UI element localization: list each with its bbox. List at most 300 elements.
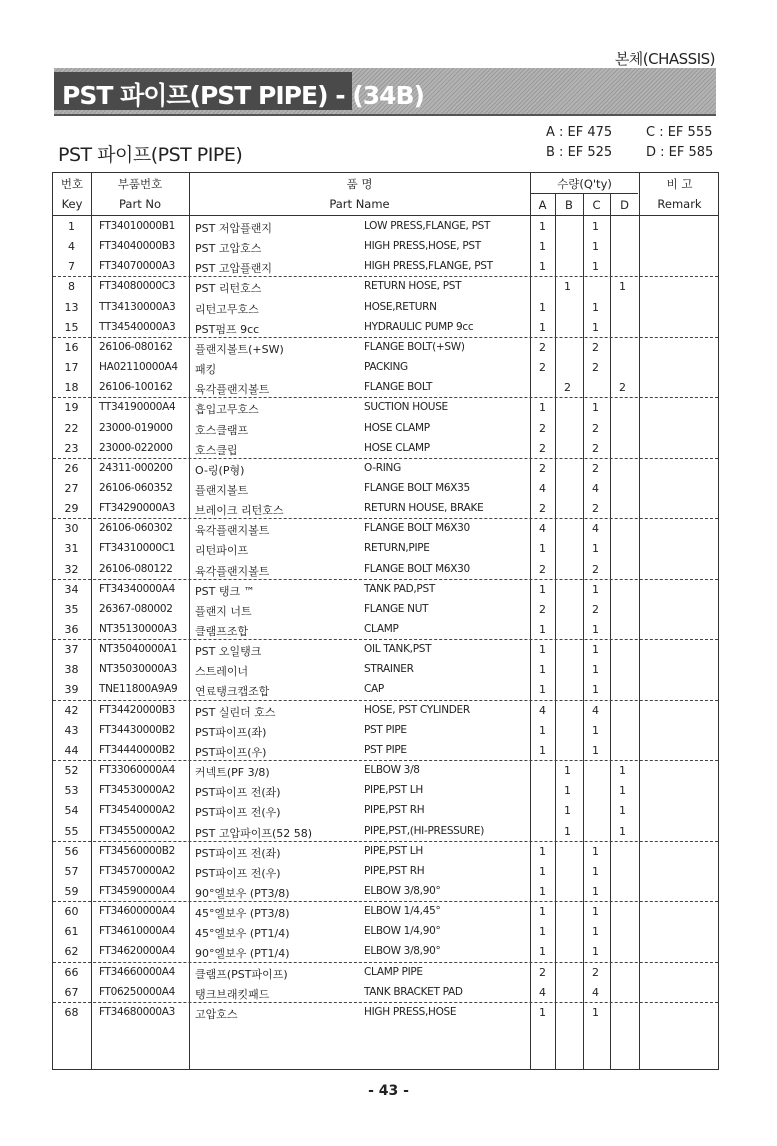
row-part-name: HOSE CLAMP: [364, 441, 430, 454]
row-part-name: ELBOW 1/4,45°: [364, 905, 441, 918]
row-korean-name: PST 탱크 ™: [195, 584, 255, 598]
header-qty: 수량(Q'ty): [557, 177, 612, 191]
row-key: 27: [64, 481, 79, 495]
table-row: [53, 720, 718, 740]
row-part-number: NT35040000A1: [99, 643, 177, 656]
table-row: [53, 538, 718, 558]
table-row: [53, 418, 718, 438]
sub-title: PST 파이프(PST PIPE): [58, 144, 243, 166]
header-remark-kr: 비 고: [666, 177, 693, 191]
header-remark-en: Remark: [657, 197, 702, 211]
row-key: 16: [64, 340, 79, 354]
table-row: [53, 780, 718, 800]
row-korean-name: 플랜지 너트: [195, 604, 252, 618]
row-qty-b: 1: [564, 824, 571, 838]
row-qty-c: 1: [592, 723, 599, 737]
row-qty-a: 2: [539, 361, 546, 375]
row-key: 44: [64, 743, 79, 757]
row-part-name: PST PIPE: [364, 743, 407, 756]
banner-title: PST 파이프(PST PIPE) - (34B): [62, 81, 424, 110]
row-part-name: RETURN HOSE, PST: [364, 280, 462, 293]
table-row: [53, 619, 718, 640]
row-part-number: TNE11800A9A9: [99, 683, 178, 696]
row-part-number: FT34620000A4: [99, 945, 175, 958]
table-row: [53, 377, 718, 398]
row-qty-a: 2: [539, 461, 546, 475]
table-row: [53, 800, 718, 820]
row-part-name: HOSE, PST CYLINDER: [364, 703, 470, 716]
table-row: [53, 337, 718, 357]
row-part-name: HIGH PRESS,FLANGE, PST: [364, 260, 493, 273]
row-part-name: PIPE,PST RH: [364, 864, 425, 877]
row-key: 66: [64, 965, 79, 979]
row-korean-name: 클램프조합: [195, 625, 249, 638]
row-part-number: FT34080000C3: [99, 280, 176, 293]
row-korean-name: PST 고압파이프(52 58): [195, 826, 313, 840]
row-part-name: PIPE,PST LH: [364, 784, 423, 797]
row-qty-a: 1: [539, 925, 546, 939]
header-part-kr: 부품번호: [117, 177, 163, 191]
row-part-number: FT34560000B2: [99, 844, 175, 857]
table-row: [53, 478, 718, 498]
row-qty-a: 1: [539, 723, 546, 737]
row-korean-name: PST펌프 9cc: [195, 322, 260, 336]
row-qty-d: 1: [619, 280, 626, 294]
row-qty-a: 1: [539, 320, 546, 334]
row-part-number: FT34420000B3: [99, 703, 175, 716]
row-part-number: FT34340000A4: [99, 582, 175, 595]
table-row: [53, 317, 718, 338]
row-qty-a: 1: [539, 643, 546, 657]
row-qty-a: 1: [539, 905, 546, 919]
row-part-number: FT34680000A3: [99, 1005, 175, 1018]
row-korean-name: 클램프(PST파이프): [195, 967, 288, 981]
row-part-name: HOSE,RETURN: [364, 300, 437, 313]
row-korean-name: 고압호스: [195, 1007, 238, 1021]
row-part-name: HIGH PRESS,HOSE: [364, 1005, 457, 1018]
row-part-number: FT34600000A4: [99, 905, 175, 918]
row-part-name: ELBOW 3/8,90°: [364, 945, 441, 958]
row-qty-c: 1: [592, 945, 599, 959]
table-row: [53, 861, 718, 881]
row-qty-b: 1: [564, 764, 571, 778]
row-korean-name: PST파이프 전(우): [195, 866, 281, 880]
row-qty-c: 1: [592, 743, 599, 757]
row-qty-a: 1: [539, 844, 546, 858]
row-qty-a: 1: [539, 884, 546, 898]
row-korean-name: 육각플랜지볼트: [195, 524, 270, 538]
row-key: 57: [64, 864, 79, 878]
row-part-number: HA02110000A4: [99, 361, 178, 374]
row-part-name: ELBOW 3/8: [364, 764, 420, 777]
row-key: 54: [64, 804, 79, 818]
row-part-name: FLANGE BOLT M6X30: [364, 562, 470, 575]
row-korean-name: 90°엘보우 (PT1/4): [195, 947, 290, 961]
row-qty-c: 1: [592, 542, 599, 556]
row-qty-c: 1: [592, 643, 599, 657]
row-qty-a: 1: [539, 260, 546, 274]
row-qty-c: 1: [592, 683, 599, 697]
table-row: [53, 700, 718, 720]
row-key: 7: [68, 260, 75, 274]
row-qty-c: 1: [592, 663, 599, 677]
row-part-number: FT34290000A3: [99, 502, 175, 515]
table-row: [53, 941, 718, 962]
row-key: 67: [64, 985, 79, 999]
row-part-name: HIGH PRESS,HOSE, PST: [364, 240, 481, 253]
row-qty-c: 2: [592, 461, 599, 475]
row-korean-name: 육각플랜지볼트: [195, 564, 270, 578]
table-row: [53, 659, 718, 679]
row-part-number: 26106-080122: [99, 562, 173, 575]
row-part-name: CLAMP PIPE: [364, 965, 423, 978]
row-qty-a: 2: [539, 562, 546, 576]
row-part-number: 26106-100162: [99, 381, 173, 394]
row-key: 1: [68, 220, 75, 233]
row-key: 55: [64, 824, 79, 838]
row-part-name: RETURN HOUSE, BRAKE: [364, 502, 484, 515]
row-qty-c: 2: [592, 602, 599, 616]
row-qty-c: 1: [592, 220, 599, 233]
row-key: 31: [64, 542, 79, 556]
row-part-name: ELBOW 3/8,90°: [364, 884, 441, 897]
row-key: 30: [64, 522, 79, 536]
row-key: 15: [64, 320, 79, 334]
row-qty-c: 1: [592, 401, 599, 415]
row-key: 36: [64, 623, 79, 636]
row-korean-name: 90°엘보우 (PT3/8): [195, 886, 290, 900]
row-part-number: 23000-019000: [99, 421, 173, 434]
parts-table: [52, 172, 719, 1070]
row-part-name: SUCTION HOUSE: [364, 401, 448, 414]
row-part-number: 26106-060352: [99, 481, 173, 494]
row-qty-a: 1: [539, 582, 546, 596]
row-qty-d: 1: [619, 784, 626, 798]
row-part-name: PIPE,PST,(HI-PRESSURE): [364, 824, 485, 837]
row-qty-b: 2: [564, 381, 571, 395]
row-part-name: CLAMP: [364, 623, 399, 635]
table-row: [53, 901, 718, 921]
row-qty-c: 1: [592, 582, 599, 596]
header-qty-d: D: [620, 198, 629, 212]
row-qty-c: 2: [592, 502, 599, 516]
row-part-number: FT34010000B1: [99, 220, 175, 232]
row-korean-name: 커넥트(PF 3/8): [195, 766, 270, 780]
row-qty-d: 2: [619, 381, 626, 395]
row-part-name: O-RING: [364, 461, 401, 474]
row-qty-a: 1: [539, 743, 546, 757]
row-part-name: TANK PAD,PST: [364, 582, 435, 595]
row-part-number: 26367-080002: [99, 602, 173, 615]
table-row: [53, 559, 718, 580]
row-korean-name: 탱크브래킷패드: [195, 987, 270, 1001]
row-part-number: FT34070000A3: [99, 260, 175, 273]
row-korean-name: PST 실린더 호스: [195, 705, 276, 719]
row-qty-c: 2: [592, 562, 599, 576]
row-part-number: FT34570000A2: [99, 864, 175, 877]
row-korean-name: 45°엘보우 (PT1/4): [195, 927, 290, 941]
row-korean-name: 브레이크 리턴호스: [195, 504, 284, 518]
table-row: [53, 821, 718, 842]
table-row: [53, 921, 718, 941]
row-korean-name: 연료탱크캡조합: [195, 685, 270, 699]
table-row: [53, 256, 718, 277]
row-part-name: FLANGE BOLT: [364, 381, 433, 394]
row-qty-c: 4: [592, 985, 599, 999]
row-key: 61: [64, 925, 79, 939]
row-qty-a: 1: [539, 864, 546, 878]
table-row: [53, 1002, 718, 1022]
row-korean-name: PST 저압플랜지: [195, 222, 272, 235]
row-key: 34: [64, 582, 79, 596]
row-qty-c: 1: [592, 623, 599, 636]
row-qty-c: 1: [592, 240, 599, 254]
row-qty-a: 1: [539, 300, 546, 314]
row-korean-name: PST파이프(좌): [195, 725, 267, 739]
row-part-number: TT34540000A3: [99, 320, 176, 333]
table-row: [53, 438, 718, 459]
table-row: [53, 397, 718, 417]
header-qty-c: C: [592, 198, 601, 212]
row-qty-d: 1: [619, 824, 626, 838]
row-part-number: 23000-022000: [99, 441, 173, 454]
table-row: [53, 881, 718, 902]
header-key-kr: 번호: [60, 177, 84, 191]
row-qty-a: 2: [539, 965, 546, 979]
table-row: [53, 357, 718, 377]
row-part-number: FT34310000C1: [99, 542, 176, 555]
row-qty-a: 1: [539, 542, 546, 556]
row-korean-name: PST파이프 전(좌): [195, 846, 281, 860]
row-korean-name: PST파이프(우): [195, 745, 267, 759]
row-korean-name: 리턴고무호스: [195, 302, 259, 316]
row-key: 62: [64, 945, 79, 959]
row-qty-a: 1: [539, 1005, 546, 1019]
row-qty-c: 1: [592, 864, 599, 878]
table-row: [53, 579, 718, 599]
row-part-number: 26106-080162: [99, 340, 173, 353]
row-qty-d: 1: [619, 804, 626, 818]
row-qty-c: 4: [592, 703, 599, 717]
header-qty-a: A: [538, 198, 547, 212]
row-qty-a: 1: [539, 623, 546, 636]
row-qty-a: 1: [539, 663, 546, 677]
header-name-en: Part Name: [329, 197, 390, 211]
row-key: 60: [64, 905, 79, 919]
row-key: 22: [64, 421, 79, 435]
row-part-number: 24311-000200: [99, 461, 173, 474]
row-part-number: FT34590000A4: [99, 884, 175, 897]
qty-header-divider: [530, 193, 638, 194]
table-row: [53, 458, 718, 478]
row-qty-b: 1: [564, 280, 571, 294]
row-part-number: FT34530000A2: [99, 784, 175, 797]
row-qty-a: 2: [539, 340, 546, 354]
row-key: 18: [64, 381, 79, 395]
row-part-name: LOW PRESS,FLANGE, PST: [364, 220, 491, 232]
row-part-number: FT33060000A4: [99, 764, 175, 777]
row-qty-a: 1: [539, 240, 546, 254]
row-qty-d: 1: [619, 764, 626, 778]
row-qty-c: 1: [592, 844, 599, 858]
row-qty-c: 1: [592, 925, 599, 939]
row-part-name: PST PIPE: [364, 723, 407, 736]
table-row: [53, 962, 718, 982]
row-part-name: HOSE CLAMP: [364, 421, 430, 434]
row-part-name: FLANGE BOLT M6X30: [364, 522, 470, 535]
row-key: 13: [64, 300, 79, 314]
row-key: 68: [64, 1005, 79, 1019]
row-korean-name: 호스클램프: [195, 423, 249, 437]
row-korean-name: PST 고압플랜지: [195, 262, 272, 276]
table-row: [53, 518, 718, 538]
table-row: [53, 276, 718, 296]
row-qty-a: 2: [539, 421, 546, 435]
row-key: 4: [68, 240, 75, 254]
row-qty-c: 1: [592, 300, 599, 314]
row-korean-name: 흡입고무호스: [195, 403, 259, 417]
model-a-label: A : EF 475: [546, 125, 613, 140]
row-key: 43: [64, 723, 79, 737]
row-qty-c: 2: [592, 340, 599, 354]
row-korean-name: PST 리턴호스: [195, 282, 262, 296]
table-row: [53, 841, 718, 861]
row-key: 53: [64, 784, 79, 798]
row-part-name: TANK BRACKET PAD: [364, 985, 463, 998]
row-part-name: OIL TANK,PST: [364, 643, 432, 656]
row-qty-c: 1: [592, 905, 599, 919]
row-qty-a: 2: [539, 441, 546, 455]
header-part-en: Part No: [119, 197, 161, 211]
row-qty-a: 1: [539, 401, 546, 415]
header-name-kr: 품 명: [346, 177, 373, 191]
header-qty-b: B: [565, 198, 573, 212]
model-b-label: B : EF 525: [546, 145, 613, 160]
page-number: - 43 -: [368, 1083, 409, 1099]
row-key: 8: [68, 280, 75, 294]
row-key: 42: [64, 703, 79, 717]
row-part-number: FT34440000B2: [99, 743, 175, 756]
row-qty-a: 2: [539, 502, 546, 516]
row-key: 35: [64, 602, 79, 616]
row-part-name: ELBOW 1/4,90°: [364, 925, 441, 938]
row-key: 37: [64, 643, 79, 657]
row-korean-name: 패킹: [195, 363, 217, 377]
row-part-number: FT06250000A4: [99, 985, 175, 998]
row-part-name: PACKING: [364, 361, 408, 374]
row-part-number: TT34190000A4: [99, 401, 176, 414]
table-row: [53, 236, 718, 256]
table-row: [53, 216, 718, 236]
row-korean-name: PST파이프 전(좌): [195, 786, 281, 800]
row-korean-name: 육각플랜지볼트: [195, 383, 270, 397]
table-row: [53, 639, 718, 659]
row-qty-b: 1: [564, 784, 571, 798]
row-part-name: PIPE,PST RH: [364, 804, 425, 817]
model-d-label: D : EF 585: [646, 145, 714, 160]
row-qty-c: 4: [592, 481, 599, 495]
header-key-en: Key: [61, 197, 83, 211]
table-row: [53, 679, 718, 700]
section-label: 본체(CHASSIS): [614, 50, 715, 68]
row-part-number: NT35130000A3: [99, 623, 177, 635]
row-korean-name: 플랜지볼트(+SW): [195, 342, 284, 356]
row-qty-a: 1: [539, 945, 546, 959]
row-qty-c: 2: [592, 441, 599, 455]
row-korean-name: O-링(P형): [195, 463, 245, 477]
row-part-number: FT34660000A4: [99, 965, 175, 978]
row-part-number: 26106-060302: [99, 522, 173, 535]
row-qty-c: 2: [592, 361, 599, 375]
row-qty-c: 1: [592, 260, 599, 274]
row-key: 56: [64, 844, 79, 858]
row-qty-a: 4: [539, 481, 546, 495]
row-korean-name: PST파이프 전(우): [195, 806, 281, 820]
table-row: [53, 599, 718, 619]
row-part-name: HYDRAULIC PUMP 9cc: [364, 320, 474, 333]
table-row: [53, 297, 718, 317]
row-qty-c: 2: [592, 965, 599, 979]
row-part-name: STRAINER: [364, 663, 414, 676]
row-korean-name: 45°엘보우 (PT3/8): [195, 907, 290, 921]
row-qty-a: 4: [539, 703, 546, 717]
row-qty-b: 1: [564, 804, 571, 818]
row-qty-a: 4: [539, 522, 546, 536]
row-korean-name: PST 오일탱크: [195, 645, 262, 659]
row-part-number: FT34040000B3: [99, 240, 175, 253]
row-korean-name: 스트레이너: [195, 665, 249, 679]
row-part-number: TT34130000A3: [99, 300, 176, 313]
row-key: 19: [64, 401, 79, 415]
row-part-number: FT34610000A4: [99, 925, 175, 938]
table-row: [53, 982, 718, 1003]
title-banner: [54, 68, 716, 116]
row-qty-c: 2: [592, 421, 599, 435]
row-qty-c: 1: [592, 1005, 599, 1019]
row-part-name: FLANGE BOLT M6X35: [364, 481, 470, 494]
row-key: 17: [64, 361, 79, 375]
row-part-name: CAP: [364, 683, 384, 696]
row-qty-c: 1: [592, 320, 599, 334]
row-part-number: FT34540000A2: [99, 804, 175, 817]
row-qty-c: 1: [592, 884, 599, 898]
table-row: [53, 760, 718, 780]
row-key: 39: [64, 683, 79, 697]
row-qty-a: 1: [539, 220, 546, 233]
row-part-number: NT35030000A3: [99, 663, 177, 676]
row-part-number: FT34430000B2: [99, 723, 175, 736]
row-qty-a: 1: [539, 683, 546, 697]
row-korean-name: 호스클립: [195, 443, 238, 457]
row-key: 59: [64, 884, 79, 898]
table-row: [53, 740, 718, 761]
row-qty-a: 2: [539, 602, 546, 616]
row-key: 52: [64, 764, 79, 778]
row-korean-name: 플랜지볼트: [195, 483, 249, 497]
row-key: 38: [64, 663, 79, 677]
row-key: 23: [64, 441, 79, 455]
row-key: 32: [64, 562, 79, 576]
model-c-label: C : EF 555: [646, 125, 713, 140]
table-row: [53, 498, 718, 519]
row-korean-name: 리턴파이프: [195, 544, 249, 558]
row-part-name: RETURN,PIPE: [364, 542, 430, 555]
row-korean-name: PST 고압호스: [195, 242, 262, 256]
row-part-number: FT34550000A2: [99, 824, 175, 837]
row-part-name: FLANGE NUT: [364, 602, 429, 615]
row-part-name: FLANGE BOLT(+SW): [364, 340, 465, 353]
row-key: 29: [64, 502, 79, 516]
